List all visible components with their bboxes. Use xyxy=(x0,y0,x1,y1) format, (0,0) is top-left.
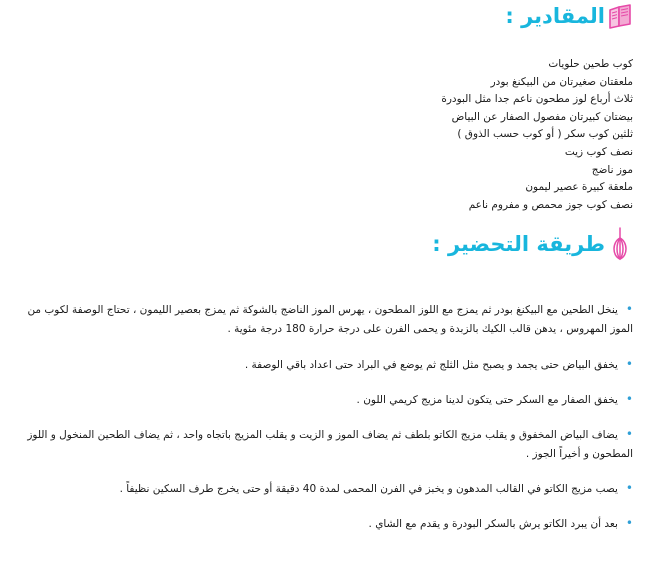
ingredient-item: بيضتان كبيرتان مفصول الصفار عن البياض xyxy=(451,110,633,123)
bullet-icon: • xyxy=(625,481,633,495)
ingredients-list xyxy=(441,56,633,214)
step-text: ينخل الطحين مع البيكنغ بودر ثم يمزج مع اللوز المطحون ، يهرس الموز الناضج بالشوكة ثم يمزج بعصير الليمون ، تحتاج الوصفة لكوب من الموز المهروس ، يدهن قالب الكيك بالزبدة و يحمى الفرن على درجة حرارة 180 درجة مئوية . xyxy=(27,304,633,335)
step-text: يضاف البياض المخفوق و يقلب مزيج الكاتو بلطف ثم يضاف الموز و الزيت و يقلب المزيج باتجاه واحد ، ثم يضاف الطحين المنخول و اللوز المطحون و أخيراً الجوز . xyxy=(27,429,633,460)
ingredient-item: ثلاث أرباع لوز مطحون ناعم جدا مثل البودرة xyxy=(441,93,633,106)
step-item xyxy=(8,425,633,464)
step-item xyxy=(8,514,633,534)
step-text: يصب مزيج الكاتو في القالب المدهون و يخبز في الفرن المحمى لمدة 40 دقيقة أو حتى يخرج طرف السكين نظيفاً . xyxy=(119,483,618,495)
step-item xyxy=(8,355,633,375)
bullet-icon: • xyxy=(625,357,633,371)
open-book-icon xyxy=(607,2,633,30)
ingredient-item: نصف كوب زيت xyxy=(564,145,633,158)
ingredient-item: موز ناضج xyxy=(591,163,633,176)
step-text: يخفق الصفار مع السكر حتى يتكون لدينا مزيج كريمي اللون . xyxy=(356,394,618,406)
ingredient-item: نصف كوب جوز محمص و مفروم ناعم xyxy=(468,198,633,211)
bullet-icon: • xyxy=(625,427,633,441)
ingredients-heading-text: المقادير : xyxy=(505,4,605,28)
step-text: بعد أن يبرد الكاتو يرش بالسكر البودرة و يقدم مع الشاي . xyxy=(368,518,618,530)
bullet-icon: • xyxy=(625,392,633,406)
ingredient-item: ملعقة كبيرة عصير ليمون xyxy=(525,181,633,194)
bullet-icon: • xyxy=(625,516,633,530)
method-heading xyxy=(432,226,633,262)
ingredient-item: كوب طحين حلويات xyxy=(548,58,633,70)
bullet-icon: • xyxy=(625,302,633,316)
whisk-icon xyxy=(607,226,633,262)
step-item xyxy=(8,390,633,410)
method-heading-text: طريقة التحضير : xyxy=(432,232,605,256)
step-item xyxy=(8,300,633,339)
ingredients-heading xyxy=(505,2,633,30)
ingredient-item: ثلثين كوب سكر ( أو كوب حسب الذوق ) xyxy=(457,128,633,141)
step-item xyxy=(8,479,633,499)
steps-list xyxy=(8,300,633,534)
step-text: يخفق البياض حتى يجمد و يصبح مثل الثلج ثم يوضع في البراد حتى اعداد باقي الوصفة . xyxy=(244,359,618,371)
ingredient-item: ملعقتان صغيرتان من البيكنغ بودر xyxy=(490,75,633,88)
